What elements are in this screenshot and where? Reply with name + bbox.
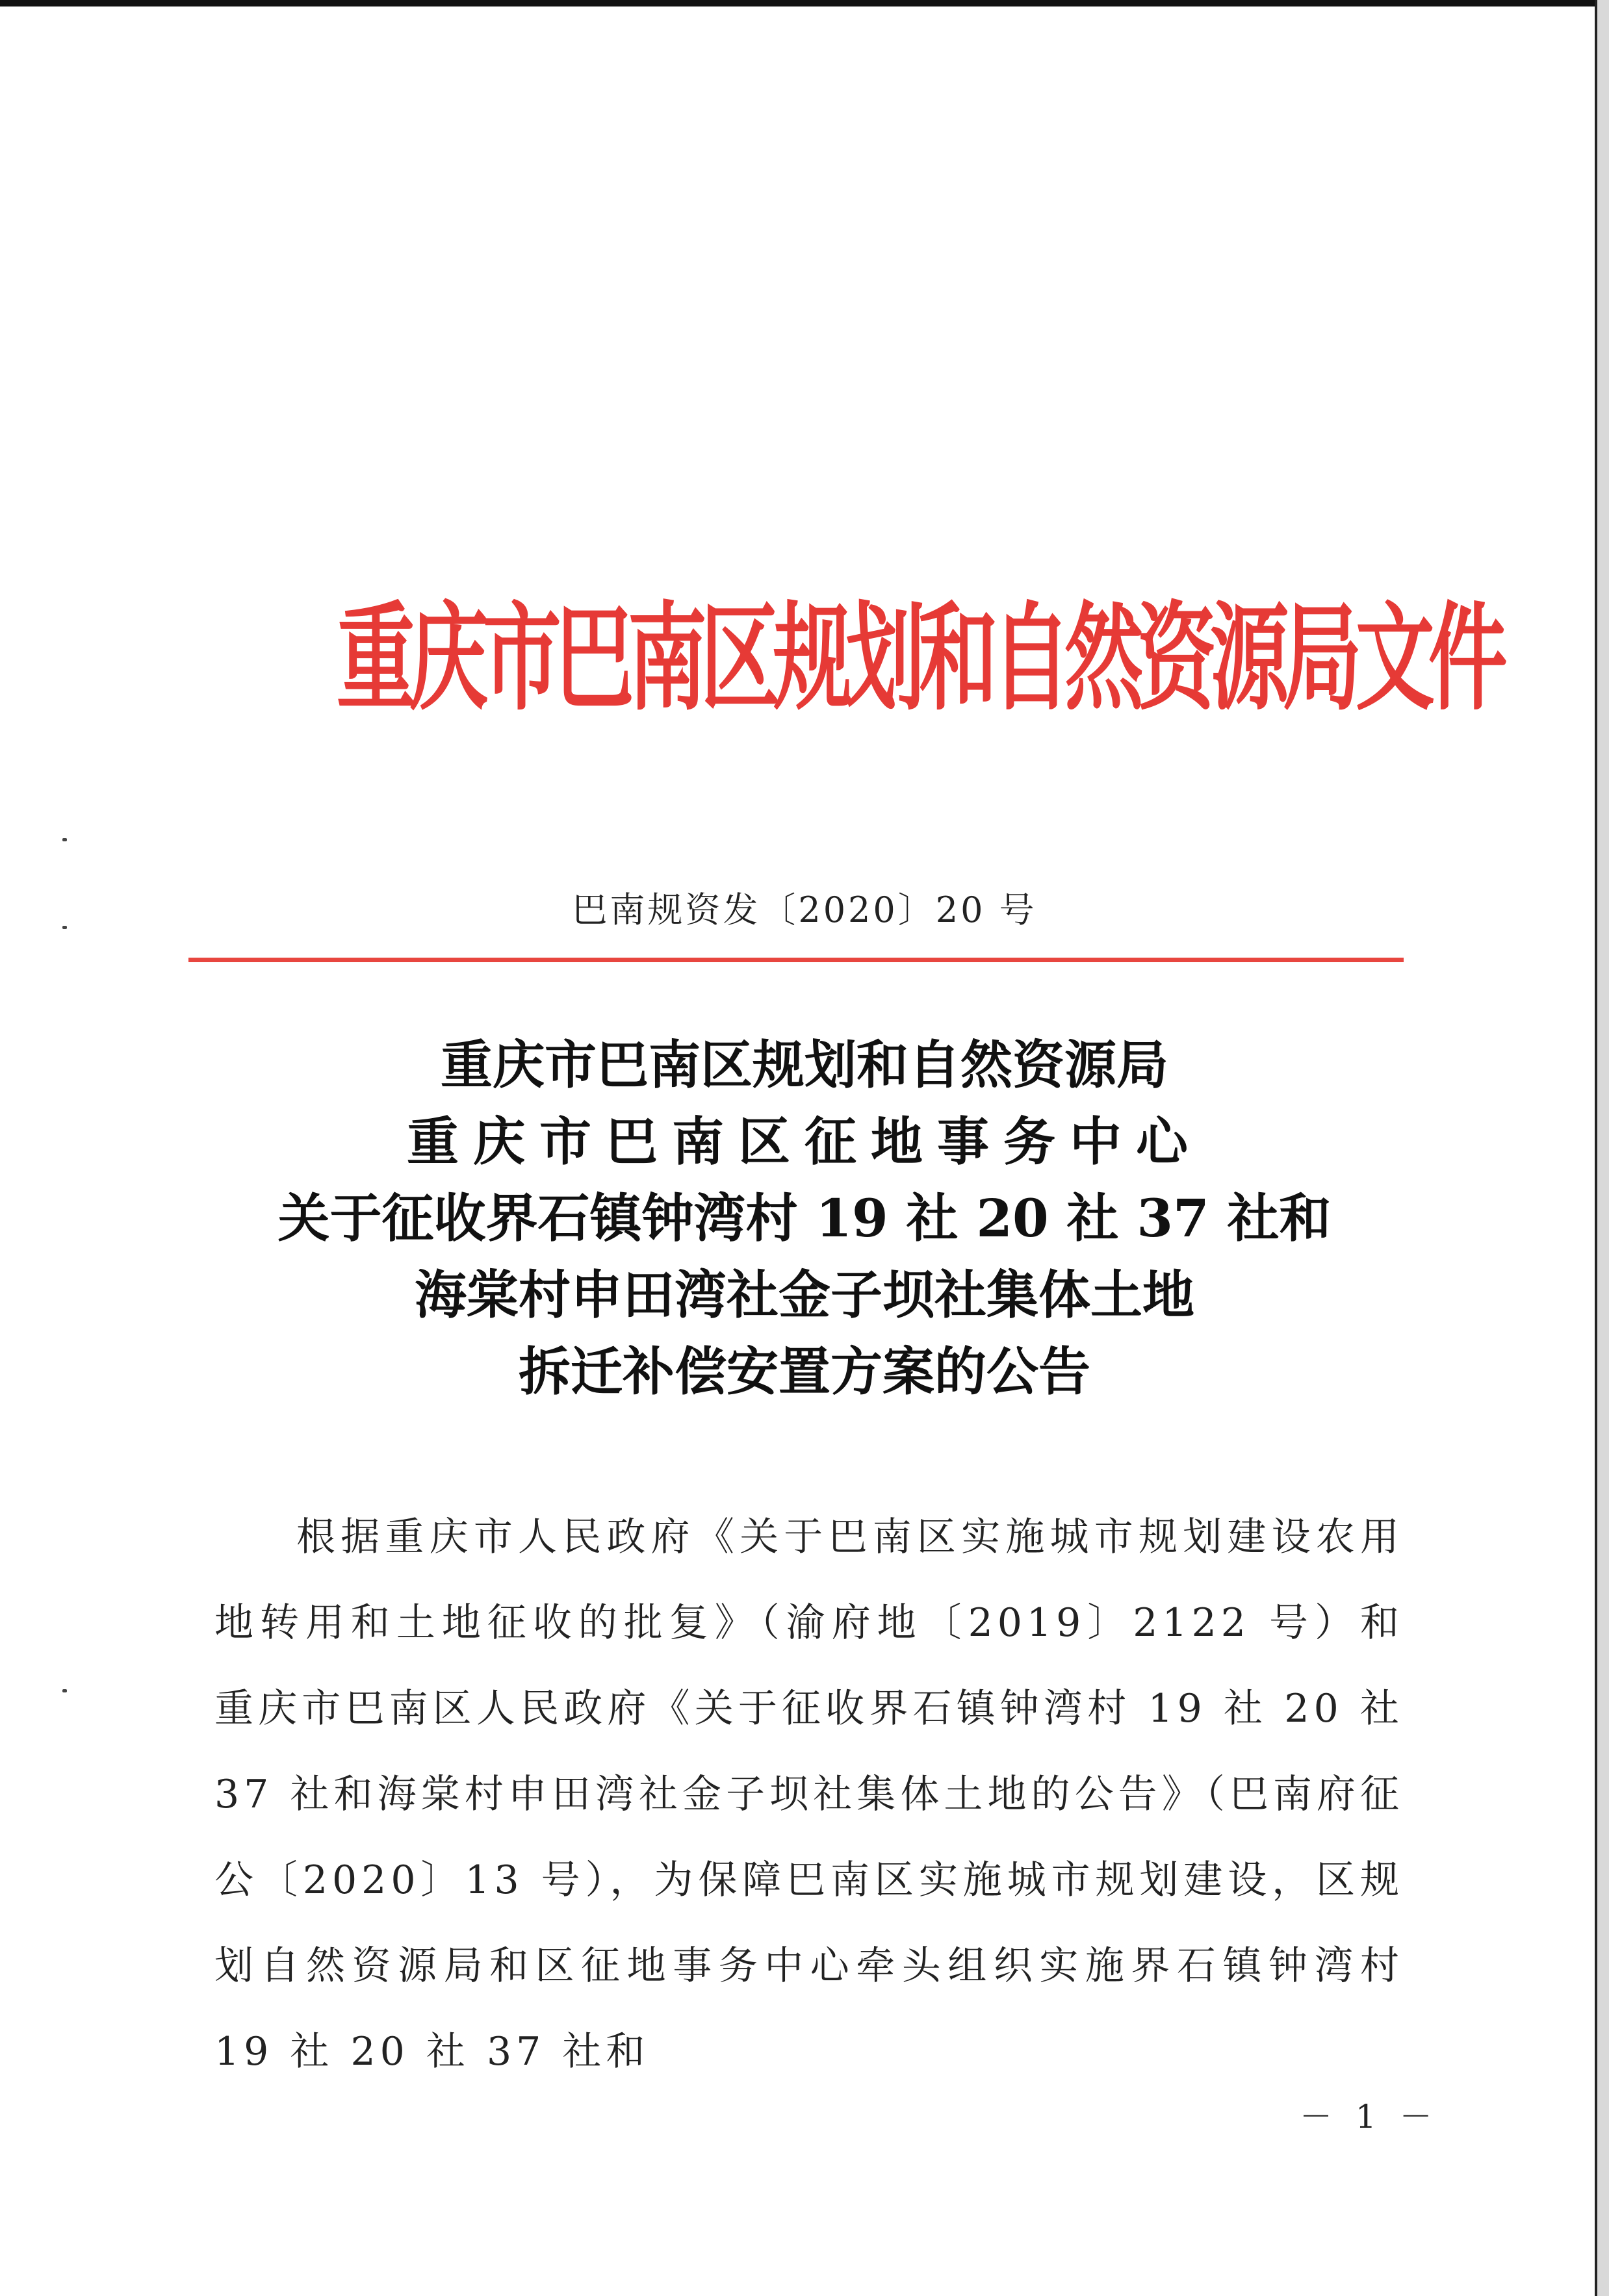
body-paragraph: 根据重庆市人民政府《关于巴南区实施城市规划建设农用地转用和土地征收的批复》（渝府地〔2019〕2122 号）和重庆市巴南区人民政府《关于征收界石镇钟湾村 19 社 20 社 37 社和海棠村申田湾社金子坝社集体土地的公告》（巴南府征公〔2020〕13 号），为保障巴南区实施城市规划建设，区规划自然资源局和区征地事务中心牵头组织实施界石镇钟湾村 19 社 20 社 37 社和 (214, 1514, 1404, 2074)
document-number: 巴南规资发〔2020〕20 号 (572, 889, 1037, 930)
letterhead-title: 重庆市巴南区规划和自然资源局文件 (337, 590, 1501, 726)
title-line: 海棠村申田湾社金子坝社集体土地 (415, 1264, 1194, 1325)
title-line: 重庆市巴南区征地事务中心 (407, 1111, 1202, 1172)
title-line: 关于征收界石镇钟湾村 19 社 20 社 37 社和 (277, 1188, 1332, 1249)
page-number: － 1 － (1300, 2098, 1439, 2136)
title-line: 拆迁补偿安置方案的公告 (519, 1341, 1090, 1402)
notice-title (0, 1027, 1609, 1410)
scan-edge-top (0, 0, 1609, 6)
red-divider-rule (188, 958, 1404, 962)
scan-speck (62, 1689, 67, 1692)
scan-speck (62, 838, 67, 841)
title-line: 重庆市巴南区规划和自然资源局 (441, 1034, 1168, 1095)
